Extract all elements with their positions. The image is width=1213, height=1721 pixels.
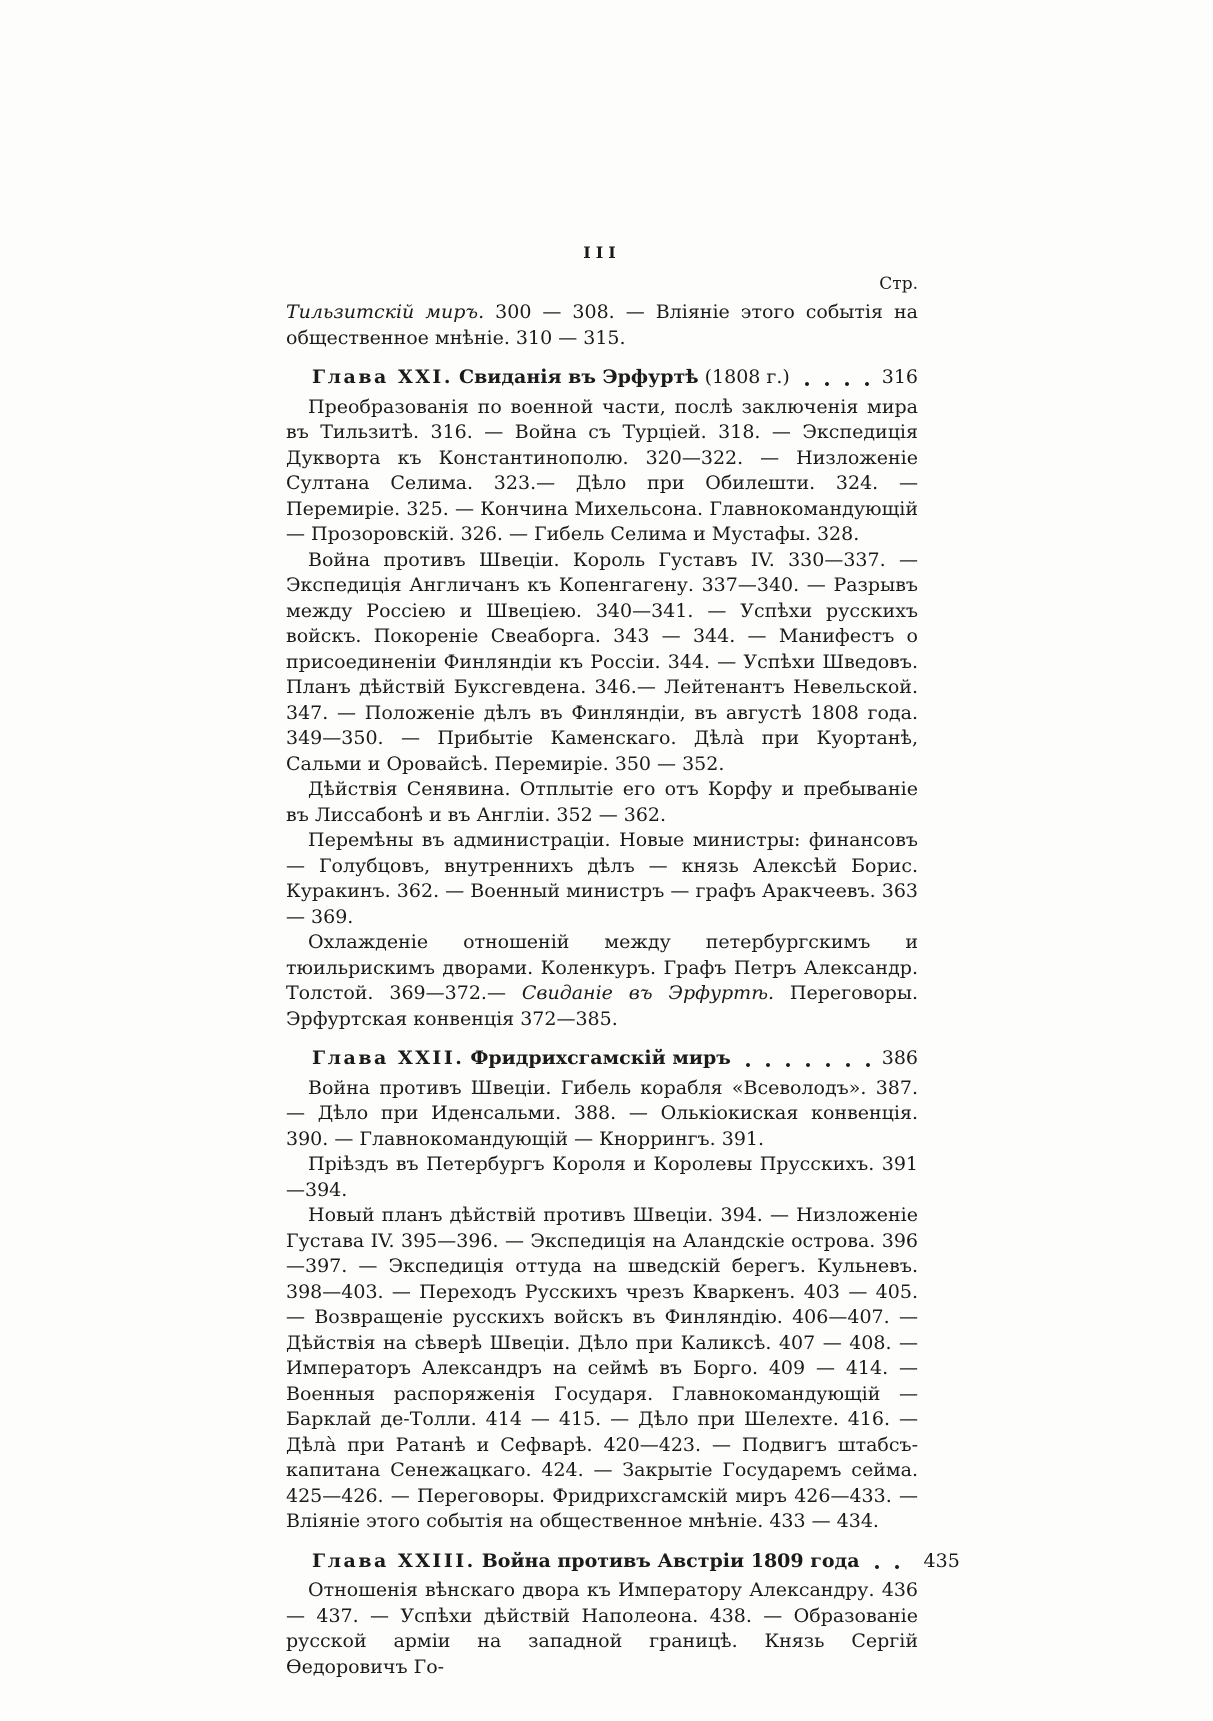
italic-entry-title: Тильзитскій миръ. <box>286 301 485 323</box>
entry-text: Охлажденіе отношеній между петербургскимъ и тюильрискимъ дворами. Коленкуръ. Графъ Петръ Александр. Толстой. 369—372.— <box>286 931 918 1004</box>
dot-leader <box>745 1062 872 1068</box>
entry-text: Отношенія вѣнскаго двора къ Императору Александру. 436 — 437. — Успѣхи дѣйствій Наполеона. 438. — Образованіе русской арміи на западной границѣ. Князь Сергій Ѳедоровичъ Го- <box>286 1579 918 1678</box>
chapter-page-number: 435 <box>923 1549 960 1572</box>
entry-text: Переговоры. Эрфуртская конвенція 372—385. <box>286 982 918 1030</box>
toc-paragraph <box>286 828 918 930</box>
chapter-title: Война противъ Австріи 1809 года <box>481 1549 860 1572</box>
toc-paragraph <box>286 930 918 1032</box>
italic-entry-title: Свиданіе въ Эрфуртѣ. <box>521 982 775 1004</box>
entry-text: Война противъ Швеціи. Гибель корабля «Всеволодъ». 387. — Дѣло при Иденсальми. 388. — Олькіокиская конвенція. 390. — Главнокомандующій — Кноррингъ. 391. <box>286 1076 918 1150</box>
chapter-heading-xxiii <box>286 1549 960 1575</box>
chapter-label: Глава XXII. <box>312 1047 465 1069</box>
entry-text: Пріѣздъ въ Петербургъ Короля и Королевы Прусскихъ. 391—394. <box>286 1153 918 1201</box>
toc-paragraph <box>286 395 918 548</box>
toc-paragraph-continuation <box>286 300 918 351</box>
chapter-suffix: (1808 г.) <box>704 366 790 388</box>
chapter-title: Свиданія въ Эрфуртѣ <box>458 366 699 388</box>
dot-leader <box>874 1564 914 1570</box>
entry-text: Перемѣны въ администраціи. Новые министры: финансовъ — Голубцовъ, внутреннихъ дѣлъ — князь Алексѣй Борис. Куракинъ. 362. — Военный министръ — графъ Аракчеевъ. 363 — 369. <box>286 829 918 928</box>
entry-text: 300 — 308. — Вліяніе этого событія на общественное мнѣніе. 310 — 315. <box>286 301 918 349</box>
toc-paragraph <box>286 1578 918 1680</box>
chapter-heading-xxi <box>286 365 918 391</box>
toc-paragraph <box>286 548 918 778</box>
page-column-label: Стр. <box>879 274 918 294</box>
toc-paragraph <box>286 1203 918 1535</box>
entry-text: Преобразованія по военной части, послѣ заключенія мира въ Тильзитѣ. 316. — Война съ Турціей. 318. — Экспедиція Дукворта къ Константинополю. 320—322. — Низложеніе Султана Селима. 323.— Дѣло при Обилешти. 324. — Перемиріе. 325. — Кончина Михельсона. Главнокомандующій — Прозоровскій. 326. — Гибель Селима и Мустафы. 328. <box>286 395 918 545</box>
dot-leader <box>804 381 872 387</box>
chapter-page-number: 316 <box>881 366 918 388</box>
toc-paragraph <box>286 1152 918 1203</box>
table-of-contents <box>286 243 960 1680</box>
chapter-title: Фридрихсгамскій миръ <box>470 1047 731 1069</box>
chapter-page-number: 386 <box>881 1047 918 1069</box>
chapter-label: Глава XXIII. <box>312 1549 476 1572</box>
chapter-label: Глава XXI. <box>312 366 453 388</box>
entry-text: Новый планъ дѣйствій противъ Швеціи. 394. — Низложеніе Густава IV. 395—396. — Экспедиція на Аландскіе острова. 396—397. — Экспедиція оттуда на шведскій берегъ. Кульневъ. 398—403. — Переходъ Русскихъ чрезъ Кваркенъ. 403 — 405. — Возвращеніе русскихъ войскъ въ Финляндію. 406—407. — Дѣйствія на сѣверѣ Швеціи. Дѣло при Каликсѣ. 407 — 408. — Императоръ Александръ на сеймѣ въ Борго. 409 — 414. — Военныя распоряженія Государя. Главнокомандующій — Барклай де-Толли. 414 — 415. — Дѣло при Шелехте. 416. — Дѣла̀ при Ратанѣ и Сефварѣ. 420—423. — Подвигъ штабсъ-капитана Сенежацкаго. 424. — Закрытіе Государемъ сейма. 425—426. — Переговоры. Фридрихсгамскій миръ 426—433. — Вліяніе этого событія на общественное мнѣніе. 433 — 434. <box>286 1204 918 1532</box>
entry-text: Война противъ Швеціи. Король Густавъ IV. 330—337. — Экспедиція Англичанъ къ Копенгагену. 337—340. — Разрывъ между Россіею и Швеціею. 340—341. — Успѣхи русскихъ войскъ. Покореніе Свеаборга. 343 — 344. — Манифестъ о присоединеніи Финляндіи къ Россіи. 344. — Успѣхи Шведовъ. Планъ дѣйствій Буксгевдена. 346.— Лейтенантъ Невельской. 347. — Положеніе дѣлъ въ Финляндіи, въ августѣ 1808 года. 349—350. — Прибытіе Каменскаго. Дѣла̀ при Куортанѣ, Сальми и Оровайсѣ. Перемиріе. 350 — 352. <box>286 548 918 775</box>
page-number-roman: III <box>583 243 621 262</box>
toc-paragraph <box>286 777 918 828</box>
toc-paragraph <box>286 1076 918 1153</box>
chapter-heading-xxii <box>286 1046 918 1072</box>
entry-text: Дѣйствія Сенявина. Отплытіе его отъ Корфу и пребываніе въ Лиссабонѣ и въ Англіи. 352 — 362. <box>286 778 918 826</box>
